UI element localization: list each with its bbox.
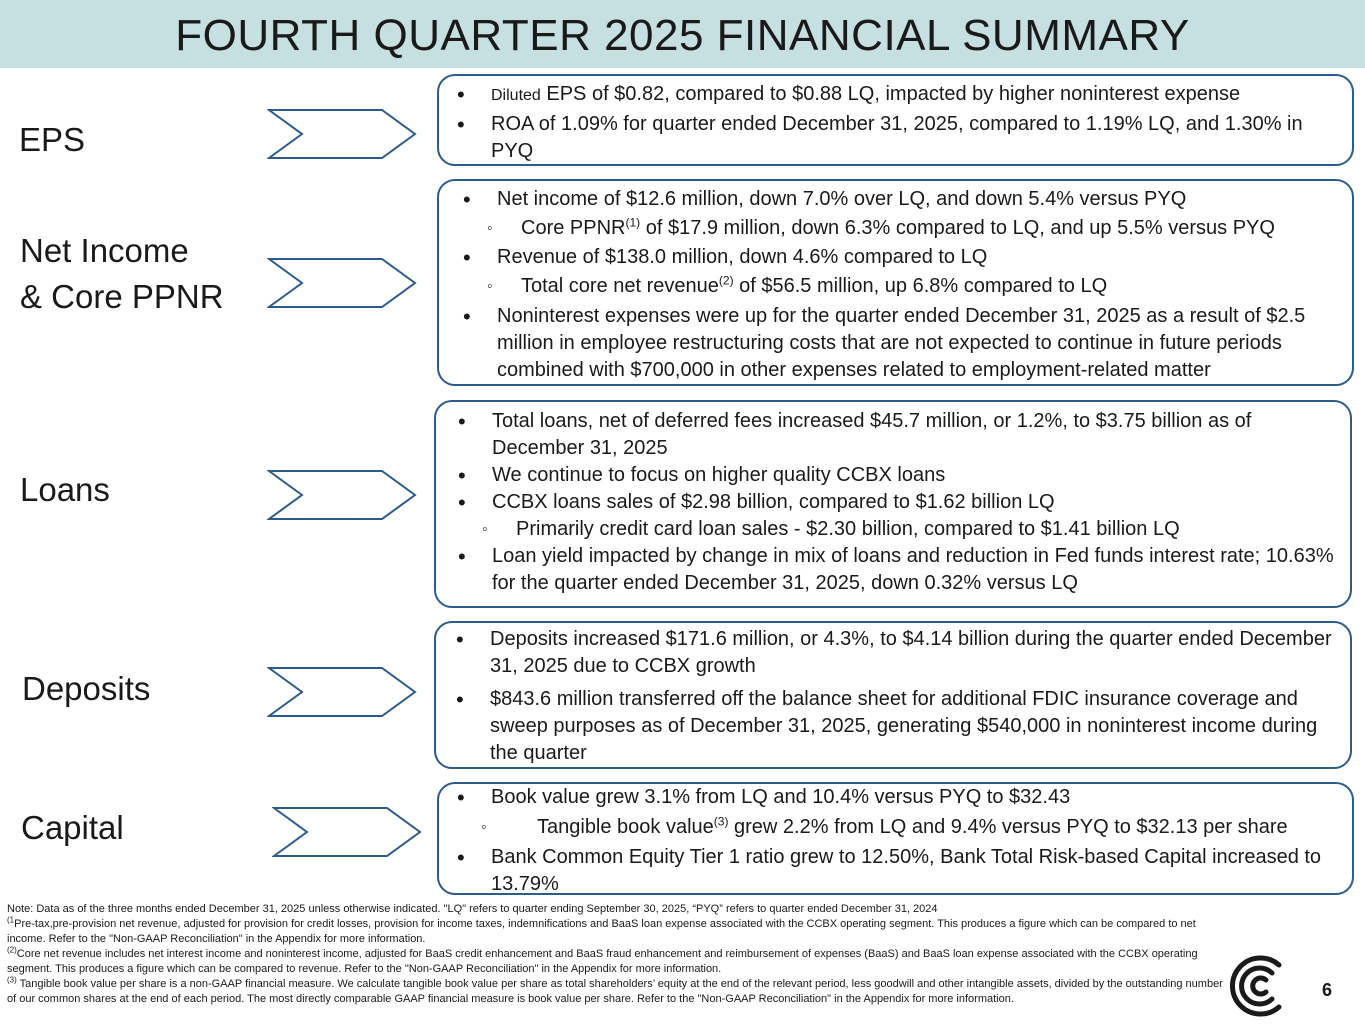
loans-bullet-4: • Loan yield impacted by change in mix of loans and reduction in Fed funds interest rate; 10.63% for the quarter ended December 31, 2025, down 0.32% versus LQ (458, 543, 1334, 597)
section-label-deposits: Deposits (22, 670, 151, 707)
loans-bullet-1: • Total loans, net of deferred fees increased $45.7 million, or 1.2%, to $3.75 billion as of December 31, 2025 (458, 408, 1334, 462)
eps-bullet-1-text: EPS of $0.82, compared to $0.88 LQ, impacted by higher noninterest expense (540, 83, 1241, 105)
loans-box (434, 400, 1352, 608)
footnote-3-marker: (3) (7, 975, 17, 985)
net-income-sub-2 (463, 273, 1336, 300)
section-label-loans: Loans (20, 471, 110, 508)
net-income-box (437, 179, 1354, 386)
section-label-net-income-line2: & Core PPNR (20, 278, 224, 315)
chevron-arrow-icon (267, 108, 419, 160)
capital-bullet-2: • Bank Common Equity Tier 1 ratio grew to 12.50%, Bank Total Risk-based Capital increased to 13.79% (457, 844, 1336, 898)
footnote-ref-3: (3) (713, 814, 729, 829)
footnote-1-marker: (1 (7, 915, 15, 925)
eps-box (437, 74, 1354, 166)
deposits-bullet-1: • Deposits increased $171.6 million, or 4.3%, to $4.14 billion during the quarter ended December 31, 2025 due to CCBX growth (456, 626, 1334, 680)
footnote-2-marker: (2) (7, 945, 17, 955)
net-income-sub-1 (463, 215, 1336, 242)
core-ppnr-text: of $17.9 million, down 6.3% compared to LQ, and up 5.5% versus PYQ (640, 217, 1275, 239)
net-income-bullet-2: • Revenue of $138.0 million, down 4.6% compared to LQ (463, 244, 1336, 271)
section-label-eps: EPS (19, 121, 86, 158)
eps-bullet-2: • ROA of 1.09% for quarter ended December 31, 2025, compared to 1.19% LQ, and 1.30% in PYQ (457, 111, 1336, 165)
chevron-arrow-icon (272, 806, 424, 858)
net-income-bullet-1: • Net income of $12.6 million, down 7.0% over LQ, and down 5.4% versus PYQ (463, 186, 1336, 213)
eps-bullet-1 (457, 81, 1336, 109)
footnote-1-text: Pre-tax,pre-provision net revenue, adjusted for provision for credit losses, provision for income taxes, indemnifications and BaaS loan expense associated with the CCBX operating segment. This produces a figure which can be compared to net income. Refer to the "Non-GAAP Reconciliation" in the Appendix for more information. (7, 918, 1196, 945)
footnote-note: Note: Data as of the three months ended December 31, 2025 unless otherwise indicated. "LQ" refers to quarter ending September 30, 2025, “PYQ” refers to quarter ended December 31, 2024 (7, 903, 938, 915)
capital-box (437, 782, 1354, 895)
tangible-book-value-text: grew 2.2% from LQ and 9.4% versus PYQ to $32.13 per share (728, 816, 1288, 838)
chevron-arrow-icon (267, 666, 419, 718)
footnote-2-text: Core net revenue includes net interest income and noninterest income, adjusted for BaaS credit enhancement and BaaS fraud enhancement and reimbursement of expenses (BaaS) and BaaS loan expense associated with the CCBX operating segment. This produces a figure which can be compared to revenue. Refer to the "Non-GAAP Reconciliation" in the Appendix for more information. (7, 948, 1198, 975)
section-label-net-income (20, 228, 224, 320)
page-number: 6 (1322, 980, 1333, 1000)
footnote-2 (7, 947, 1227, 977)
footnote-3-text: Tangible book value per share is a non-GAAP financial measure. We calculate tangible book value per share as total shareholders’ equity at the end of the relevant period, less goodwill and other intangible assets, divided by the outstanding number of our common shares at the end of each period. The most directly comparable GAAP financial measure is book value per share. Refer to the "Non-GAAP Reconciliation" in the Appendix for more information. (7, 978, 1223, 1005)
footnote-ref-1: (1) (625, 215, 641, 230)
loans-bullet-2: • We continue to focus on higher quality CCBX loans (458, 462, 1334, 489)
company-logo-icon (1227, 953, 1293, 1019)
loans-bullet-3: • CCBX loans sales of $2.98 billion, compared to $1.62 billion LQ (458, 489, 1334, 516)
deposits-box (434, 621, 1352, 769)
section-label-net-income-line1: Net Income (20, 232, 189, 269)
tangible-book-value-label: Tangible book value (537, 816, 714, 838)
capital-bullet-1: • Book value grew 3.1% from LQ and 10.4% versus PYQ to $32.43 (457, 784, 1336, 811)
loans-sub-1: ◦ Primarily credit card loan sales - $2.30 billion, compared to $1.41 billion LQ (458, 516, 1334, 543)
footnote-1 (7, 917, 1227, 947)
capital-sub-1 (457, 814, 1336, 841)
footnotes (7, 902, 1227, 1007)
section-label-capital: Capital (21, 809, 124, 846)
core-ppnr-label: Core PPNR (521, 217, 626, 239)
core-net-revenue-text: of $56.5 million, up 6.8% compared to LQ (733, 275, 1108, 297)
core-net-revenue-label: Total core net revenue (521, 275, 719, 297)
eps-bullet-1-prefix: Diluted (491, 87, 541, 104)
footnote-ref-2: (2) (718, 273, 734, 288)
chevron-arrow-icon (267, 257, 419, 309)
net-income-bullet-3: • Noninterest expenses were up for the quarter ended December 31, 2025 as a result of $2.5 million in employee restructuring costs that are not expected to continue in future periods combined with $700,000 in other expenses related to employment-related matter (463, 303, 1336, 384)
footnote-3 (7, 977, 1227, 1007)
deposits-bullet-2: • $843.6 million transferred off the balance sheet for additional FDIC insurance coverage and sweep purposes as of December 31, 2025, generating $540,000 in noninterest income during the quarter (456, 686, 1334, 767)
page-title: FOURTH QUARTER 2025 FINANCIAL SUMMARY (175, 11, 1190, 60)
chevron-arrow-icon (267, 469, 419, 521)
